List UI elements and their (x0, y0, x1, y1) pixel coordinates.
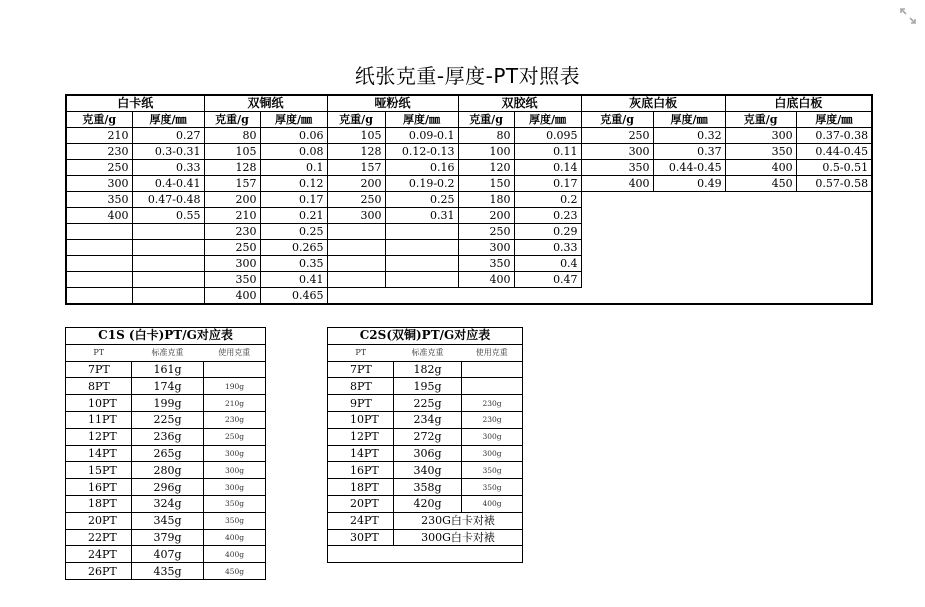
table-row (66, 160, 872, 176)
weight-cell: 157 (327, 160, 385, 176)
used-weight-cell: 250g (204, 428, 266, 445)
weight-cell: 400 (581, 176, 653, 192)
weight-cell: 300 (204, 256, 260, 272)
weight-cell (66, 256, 132, 272)
table-row (328, 378, 523, 395)
thickness-cell: 0.17 (260, 192, 327, 208)
pt-cell: 24PT (328, 512, 394, 529)
table-row (328, 361, 523, 378)
used-weight-cell: 350g (462, 462, 523, 479)
standard-weight-cell: 236g (132, 428, 204, 445)
c2s-header-row (328, 344, 523, 361)
pt-cell: 8PT (66, 378, 132, 395)
thickness-cell (385, 240, 458, 256)
table-row (66, 224, 872, 240)
weight-cell: 150 (458, 176, 514, 192)
used-weight-cell: 400g (462, 495, 523, 512)
weight-cell: 200 (204, 192, 260, 208)
empty-cell (581, 208, 872, 224)
weight-cell: 250 (581, 128, 653, 144)
thickness-cell: 0.41 (260, 272, 327, 288)
standard-weight-cell: 161g (132, 361, 204, 378)
table-row (328, 445, 523, 462)
pt-cell: 10PT (66, 395, 132, 412)
weight-cell: 180 (458, 192, 514, 208)
weight-cell: 300 (458, 240, 514, 256)
thickness-cell: 0.11 (514, 144, 581, 160)
weight-cell (327, 224, 385, 240)
thickness-cell (132, 224, 204, 240)
c2s-title: C2S(双铜)PT/G对应表 (328, 328, 523, 345)
group-header-row (66, 95, 872, 112)
weight-cell (327, 256, 385, 272)
column-header-row (66, 112, 872, 128)
thickness-cell: 0.55 (132, 208, 204, 224)
pt-cell: 7PT (328, 361, 394, 378)
table-row (66, 192, 872, 208)
pt-cell: 20PT (328, 495, 394, 512)
column-header: 使用克重 (462, 344, 523, 361)
used-weight-cell (204, 361, 266, 378)
table-row (66, 411, 266, 428)
empty-cell (581, 240, 872, 256)
thickness-cell: 0.4 (514, 256, 581, 272)
thickness-cell: 0.465 (260, 288, 327, 305)
empty-cell (581, 256, 872, 272)
thickness-header: 厚度/㎜ (796, 112, 872, 128)
empty-cell (581, 224, 872, 240)
column-header: PT (328, 344, 394, 361)
weight-cell: 350 (725, 144, 796, 160)
c1s-title-row (66, 328, 266, 345)
table-row (328, 529, 523, 546)
pt-cell: 8PT (328, 378, 394, 395)
used-weight-cell: 400g (204, 529, 266, 546)
table-row (328, 462, 523, 479)
pt-cell: 16PT (328, 462, 394, 479)
thickness-header: 厚度/㎜ (514, 112, 581, 128)
group-header: 白卡纸 (66, 95, 204, 112)
weight-header: 克重/g (204, 112, 260, 128)
used-weight-cell: 190g (204, 378, 266, 395)
table-row (66, 144, 872, 160)
thickness-cell (132, 256, 204, 272)
used-weight-cell: 300g (462, 428, 523, 445)
standard-weight-cell: 182g (394, 361, 462, 378)
pt-cell: 18PT (66, 495, 132, 512)
thickness-cell: 0.27 (132, 128, 204, 144)
weight-cell: 300 (66, 176, 132, 192)
used-weight-cell: 230g (462, 395, 523, 412)
standard-weight-cell: 234g (394, 411, 462, 428)
weight-cell: 300 (725, 128, 796, 144)
c1s-header-row (66, 344, 266, 361)
thickness-cell: 0.44-0.45 (653, 160, 725, 176)
thickness-cell (385, 256, 458, 272)
standard-weight-cell: 379g (132, 529, 204, 546)
table-row (66, 512, 266, 529)
weight-cell: 400 (458, 272, 514, 288)
used-weight-cell: 300g (204, 445, 266, 462)
standard-weight-cell: 280g (132, 462, 204, 479)
used-weight-cell (462, 378, 523, 395)
c1s-pt-table (65, 327, 266, 580)
weight-cell (327, 240, 385, 256)
pt-cell: 12PT (66, 428, 132, 445)
used-weight-cell: 400g (204, 546, 266, 563)
thickness-cell: 0.47 (514, 272, 581, 288)
standard-weight-cell: 265g (132, 445, 204, 462)
thickness-cell: 0.33 (514, 240, 581, 256)
used-weight-cell: 300g (204, 462, 266, 479)
weight-cell: 350 (66, 192, 132, 208)
table-row (66, 208, 872, 224)
weight-cell (66, 240, 132, 256)
thickness-cell: 0.37-0.38 (796, 128, 872, 144)
pt-cell: 10PT (328, 411, 394, 428)
standard-weight-cell: 225g (132, 411, 204, 428)
standard-weight-cell: 358g (394, 479, 462, 496)
standard-weight-cell: 340g (394, 462, 462, 479)
table-row (66, 563, 266, 580)
thickness-cell: 0.095 (514, 128, 581, 144)
used-weight-cell: 230g (462, 411, 523, 428)
thickness-header: 厚度/㎜ (653, 112, 725, 128)
thickness-cell: 0.2 (514, 192, 581, 208)
pt-cell: 22PT (66, 529, 132, 546)
weight-cell: 210 (66, 128, 132, 144)
thickness-cell: 0.17 (514, 176, 581, 192)
weight-cell (66, 224, 132, 240)
page-title: 纸张克重-厚度-PT对照表 (354, 64, 581, 88)
table-row (66, 256, 872, 272)
column-header: 标准克重 (132, 344, 204, 361)
standard-weight-cell: 195g (394, 378, 462, 395)
weight-cell: 400 (725, 160, 796, 176)
used-weight-cell: 350g (462, 479, 523, 496)
weight-cell: 128 (204, 160, 260, 176)
thickness-cell: 0.3-0.31 (132, 144, 204, 160)
standard-weight-cell: 420g (394, 495, 462, 512)
pt-cell: 30PT (328, 529, 394, 546)
pt-cell: 16PT (66, 479, 132, 496)
used-weight-cell (462, 361, 523, 378)
empty-cell (327, 288, 872, 305)
weight-cell: 400 (66, 208, 132, 224)
table-row (328, 512, 523, 529)
table-row (66, 445, 266, 462)
weight-cell: 250 (458, 224, 514, 240)
pt-cell: 9PT (328, 395, 394, 412)
table-row (328, 428, 523, 445)
column-header: PT (66, 344, 132, 361)
c1s-title: C1S (白卡)PT/G对应表 (66, 328, 266, 345)
table-row (66, 128, 872, 144)
weight-cell: 100 (458, 144, 514, 160)
used-weight-cell: 300g (462, 445, 523, 462)
group-header: 双铜纸 (204, 95, 327, 112)
pt-cell: 14PT (328, 445, 394, 462)
empty-row (328, 546, 523, 563)
c2s-pt-table (327, 327, 523, 563)
table-row (66, 479, 266, 496)
thickness-cell: 0.35 (260, 256, 327, 272)
standard-weight-cell: 345g (132, 512, 204, 529)
thickness-cell: 0.06 (260, 128, 327, 144)
thickness-cell (385, 272, 458, 288)
table-row (66, 428, 266, 445)
empty-cell (581, 192, 872, 208)
table-row (328, 411, 523, 428)
thickness-cell: 0.265 (260, 240, 327, 256)
weight-cell: 200 (327, 176, 385, 192)
used-weight-cell: 350g (204, 512, 266, 529)
group-header: 白底白板 (725, 95, 872, 112)
table-row (66, 176, 872, 192)
thickness-cell: 0.32 (653, 128, 725, 144)
thickness-cell: 0.14 (514, 160, 581, 176)
used-weight-cell: 230g (204, 411, 266, 428)
thickness-cell: 0.33 (132, 160, 204, 176)
thickness-header: 厚度/㎜ (260, 112, 327, 128)
mount-note-cell: 230G白卡对裱 (394, 512, 523, 529)
weight-cell (327, 272, 385, 288)
column-header: 使用克重 (204, 344, 266, 361)
weight-header: 克重/g (327, 112, 385, 128)
used-weight-cell: 350g (204, 495, 266, 512)
weight-thickness-table (65, 94, 873, 305)
table-row (328, 395, 523, 412)
thickness-cell: 0.19-0.2 (385, 176, 458, 192)
weight-cell: 128 (327, 144, 385, 160)
empty-cell (581, 272, 872, 288)
thickness-cell: 0.5-0.51 (796, 160, 872, 176)
table-row (66, 546, 266, 563)
table-row (328, 495, 523, 512)
thickness-cell: 0.12-0.13 (385, 144, 458, 160)
weight-cell: 105 (327, 128, 385, 144)
group-header: 灰底白板 (581, 95, 725, 112)
weight-header: 克重/g (725, 112, 796, 128)
table-row (66, 529, 266, 546)
thickness-cell: 0.57-0.58 (796, 176, 872, 192)
weight-cell: 200 (458, 208, 514, 224)
weight-cell: 120 (458, 160, 514, 176)
thickness-cell: 0.29 (514, 224, 581, 240)
thickness-cell: 0.21 (260, 208, 327, 224)
thickness-cell: 0.09-0.1 (385, 128, 458, 144)
thickness-cell (132, 272, 204, 288)
weight-cell: 350 (458, 256, 514, 272)
weight-cell: 350 (581, 160, 653, 176)
weight-cell: 250 (204, 240, 260, 256)
weight-header: 克重/g (581, 112, 653, 128)
table-row (66, 272, 872, 288)
weight-cell: 400 (204, 288, 260, 305)
thickness-cell: 0.44-0.45 (796, 144, 872, 160)
thickness-cell: 0.1 (260, 160, 327, 176)
table-row (328, 479, 523, 496)
weight-cell: 230 (204, 224, 260, 240)
weight-cell: 450 (725, 176, 796, 192)
thickness-cell (385, 224, 458, 240)
pt-cell: 14PT (66, 445, 132, 462)
c2s-title-row (328, 328, 523, 345)
weight-cell: 250 (327, 192, 385, 208)
thickness-cell: 0.4-0.41 (132, 176, 204, 192)
weight-header: 克重/g (66, 112, 132, 128)
pt-cell: 15PT (66, 462, 132, 479)
weight-header: 克重/g (458, 112, 514, 128)
thickness-cell: 0.31 (385, 208, 458, 224)
standard-weight-cell: 407g (132, 546, 204, 563)
standard-weight-cell: 225g (394, 395, 462, 412)
thickness-cell: 0.08 (260, 144, 327, 160)
weight-cell: 157 (204, 176, 260, 192)
standard-weight-cell: 324g (132, 495, 204, 512)
weight-cell: 250 (66, 160, 132, 176)
thickness-cell (132, 240, 204, 256)
thickness-cell: 0.12 (260, 176, 327, 192)
table-row (66, 495, 266, 512)
thickness-cell: 0.49 (653, 176, 725, 192)
table-row (66, 378, 266, 395)
table-row (66, 361, 266, 378)
standard-weight-cell: 306g (394, 445, 462, 462)
thickness-cell: 0.37 (653, 144, 725, 160)
used-weight-cell: 210g (204, 395, 266, 412)
pt-cell: 7PT (66, 361, 132, 378)
table-row (66, 395, 266, 412)
thickness-cell: 0.16 (385, 160, 458, 176)
weight-cell: 350 (204, 272, 260, 288)
weight-cell: 80 (458, 128, 514, 144)
used-weight-cell: 300g (204, 479, 266, 496)
weight-cell: 230 (66, 144, 132, 160)
thickness-cell: 0.25 (385, 192, 458, 208)
pt-cell: 24PT (66, 546, 132, 563)
pt-cell: 20PT (66, 512, 132, 529)
group-header: 哑粉纸 (327, 95, 458, 112)
pt-cell: 26PT (66, 563, 132, 580)
standard-weight-cell: 174g (132, 378, 204, 395)
thickness-cell: 0.47-0.48 (132, 192, 204, 208)
weight-cell (66, 272, 132, 288)
table-row (66, 240, 872, 256)
weight-cell: 300 (327, 208, 385, 224)
weight-cell: 105 (204, 144, 260, 160)
group-header: 双胶纸 (458, 95, 581, 112)
pt-cell: 11PT (66, 411, 132, 428)
standard-weight-cell: 199g (132, 395, 204, 412)
weight-cell (66, 288, 132, 305)
weight-cell: 300 (581, 144, 653, 160)
thickness-cell: 0.23 (514, 208, 581, 224)
thickness-header: 厚度/㎜ (132, 112, 204, 128)
mount-note-cell: 300G白卡对裱 (394, 529, 523, 546)
used-weight-cell: 450g (204, 563, 266, 580)
pt-cell: 12PT (328, 428, 394, 445)
pt-cell: 18PT (328, 479, 394, 496)
standard-weight-cell: 435g (132, 563, 204, 580)
weight-cell: 80 (204, 128, 260, 144)
table-row (66, 288, 872, 305)
thickness-cell: 0.25 (260, 224, 327, 240)
thickness-header: 厚度/㎜ (385, 112, 458, 128)
thickness-cell (132, 288, 204, 305)
expand-icon[interactable] (900, 8, 916, 24)
column-header: 标准克重 (394, 344, 462, 361)
table-row (66, 462, 266, 479)
empty-cell (328, 546, 523, 563)
weight-cell: 210 (204, 208, 260, 224)
standard-weight-cell: 272g (394, 428, 462, 445)
standard-weight-cell: 296g (132, 479, 204, 496)
